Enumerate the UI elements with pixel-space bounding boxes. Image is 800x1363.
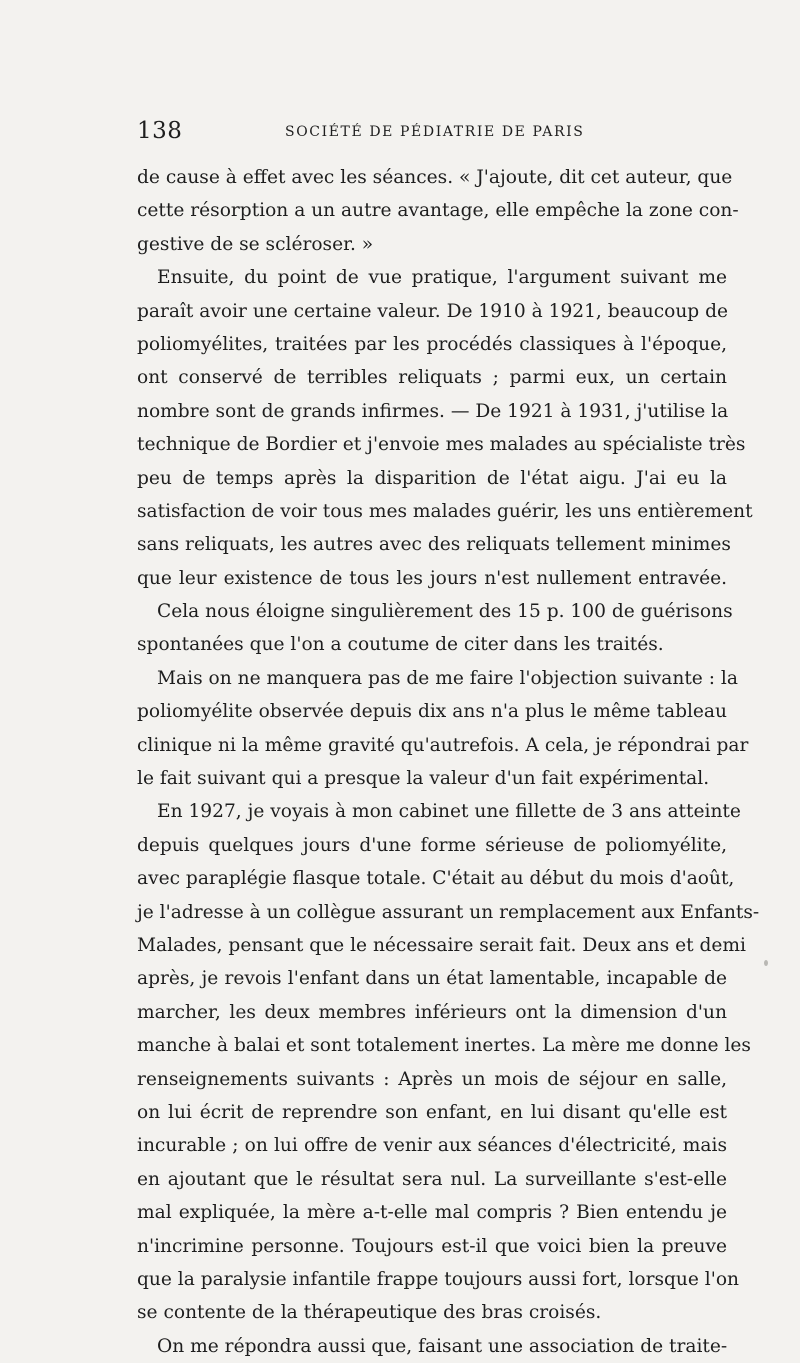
- text-line: Ensuite, du point de vue pratique, l'argument suivant me: [157, 267, 727, 289]
- text-line: Malades, pensant que le nécessaire serait fait. Deux ans et demi: [137, 934, 746, 956]
- text-line: Cela nous éloigne singulièrement des 15 p. 100 de guérisons: [157, 601, 733, 623]
- text-line: poliomyélite observée depuis dix ans n'a plus le même tableau: [137, 701, 727, 723]
- running-title: SOCIÉTÉ DE PÉDIATRIE DE PARIS: [285, 124, 585, 140]
- text-line: renseignements suivants : Après un mois de séjour en salle,: [137, 1068, 727, 1090]
- text-line: se contente de la thérapeutique des bras croisés.: [137, 1302, 602, 1324]
- text-line: en ajoutant que le résultat sera nul. La surveillante s'est-elle: [137, 1168, 727, 1190]
- text-line: gestive de se scléroser. »: [137, 233, 374, 255]
- body-text: [137, 161, 760, 1363]
- text-line: n'incrimine personne. Toujours est-il que voici bien la preuve: [137, 1235, 727, 1257]
- text-line: de cause à effet avec les séances. « J'ajoute, dit cet auteur, que: [137, 167, 733, 188]
- text-line: cette résorption a un autre avantage, elle empêche la zone con-: [137, 200, 739, 222]
- text-line: paraît avoir une certaine valeur. De 1910 à 1921, beaucoup de: [137, 300, 729, 322]
- text-line: depuis quelques jours d'une forme sérieuse de poliomyélite,: [137, 834, 727, 856]
- text-line: que leur existence de tous les jours n'est nullement entravée.: [137, 567, 727, 589]
- page-header: [137, 118, 727, 148]
- text-line: manche à balai et sont totalement inertes. La mère me donne les: [137, 1035, 751, 1057]
- text-line: mal expliquée, la mère a-t-elle mal compris ? Bien entendu je: [137, 1202, 727, 1224]
- text-line: Mais on ne manquera pas de me faire l'objection suivante : la: [157, 667, 738, 689]
- page-number: 138: [137, 118, 183, 144]
- text-line: technique de Bordier et j'envoie mes malades au spécialiste très: [137, 434, 746, 456]
- text-line: En 1927, je voyais à mon cabinet une fillette de 3 ans atteinte: [157, 801, 741, 823]
- text-line: marcher, les deux membres inférieurs ont la dimension d'un: [137, 1001, 727, 1023]
- text-line: avec paraplégie flasque totale. C'était au début du mois d'août,: [137, 868, 735, 890]
- text-line: sans reliquats, les autres avec des reliquats tellement minimes: [137, 534, 731, 556]
- text-line: le fait suivant qui a presque la valeur d'un fait expérimental.: [137, 768, 710, 790]
- text-line: poliomyélites, traitées par les procédés classiques à l'époque,: [137, 333, 727, 355]
- text-line: incurable ; on lui offre de venir aux séances d'électricité, mais: [137, 1135, 727, 1157]
- text-line: On me répondra aussi que, faisant une association de traite-: [157, 1335, 728, 1357]
- text-line: je l'adresse à un collègue assurant un remplacement aux Enfants-: [137, 901, 760, 923]
- text-line: spontanées que l'on a coutume de citer dans les traités.: [137, 634, 664, 656]
- text-line: satisfaction de voir tous mes malades guérir, les uns entièrement: [137, 500, 753, 522]
- text-line: que la paralysie infantile frappe toujours aussi fort, lorsque l'on: [137, 1268, 740, 1290]
- text-line: peu de temps après la disparition de l'état aigu. J'ai eu la: [137, 467, 727, 489]
- text-line: on lui écrit de reprendre son enfant, en lui disant qu'elle est: [137, 1101, 727, 1123]
- text-line: nombre sont de grands infirmes. — De 1921 à 1931, j'utilise la: [137, 400, 729, 422]
- text-line: ont conservé de terribles reliquats ; parmi eux, un certain: [137, 367, 727, 389]
- paper-speck: [764, 960, 768, 966]
- text-line: clinique ni la même gravité qu'autrefois. A cela, je répondrai par: [137, 734, 749, 756]
- text-line: après, je revois l'enfant dans un état lamentable, incapable de: [137, 968, 727, 990]
